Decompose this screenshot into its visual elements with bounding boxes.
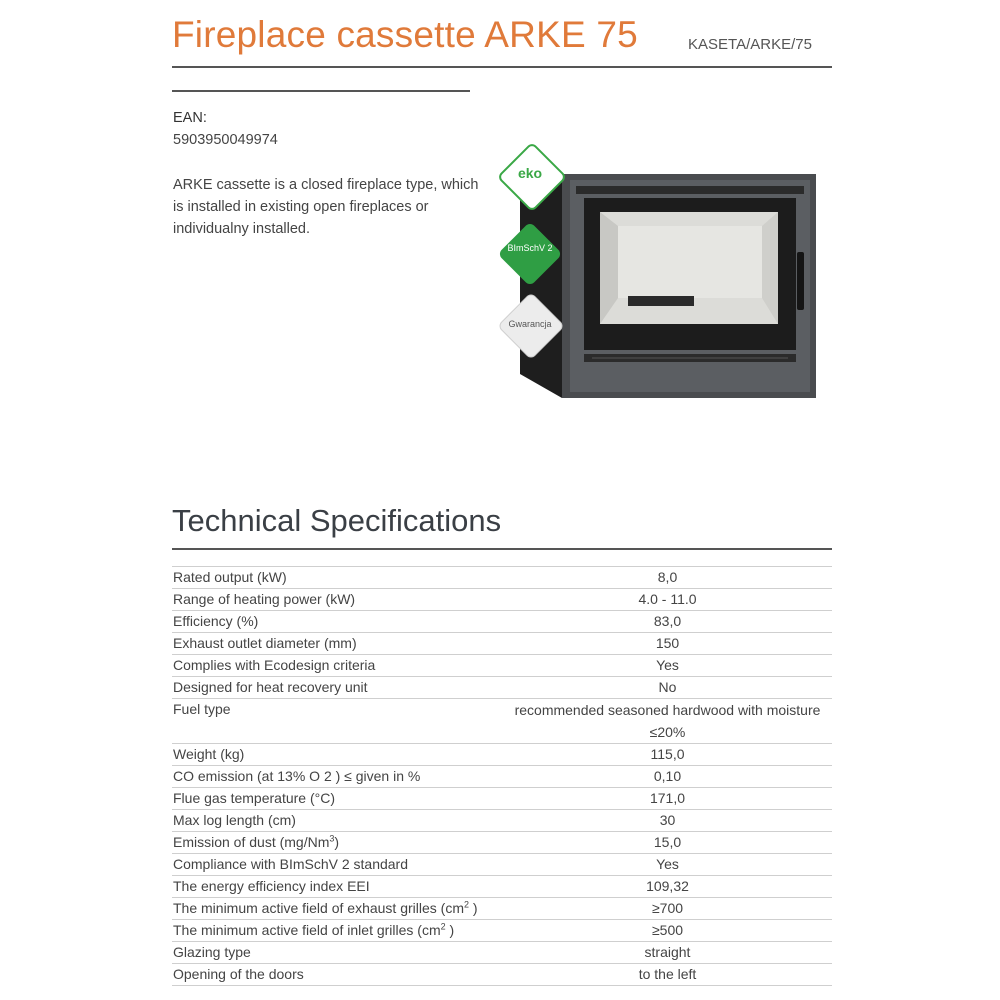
spec-value: Yes: [503, 854, 832, 876]
spec-value: 4.0 - 11.0: [503, 589, 832, 611]
product-description: ARKE cassette is a closed fireplace type, which is installed in existing open fireplaces or individualny installed.: [173, 177, 479, 237]
spec-label: CO emission (at 13% O 2 ) ≤ given in %: [172, 766, 503, 788]
spec-label: The minimum active field of inlet grilles ($cm^2$ ): [172, 920, 503, 942]
table-row: [172, 677, 832, 699]
spec-label: Efficiency (%): [172, 611, 503, 633]
table-row: [172, 810, 832, 832]
table-row: [172, 633, 832, 655]
spec-value: to the left: [503, 964, 832, 986]
spec-value: ≥500: [503, 920, 832, 942]
table-row: [172, 788, 832, 810]
specs-divider: [172, 548, 832, 550]
table-row: [172, 699, 832, 744]
spec-label: Range of heating power (kW): [172, 589, 503, 611]
spec-label: Complies with Ecodesign criteria: [172, 655, 503, 677]
spec-value: ≥700: [503, 898, 832, 920]
spec-value: No: [503, 677, 832, 699]
eko-badge-label: eko: [517, 165, 543, 181]
ean-value: 5903950049974: [173, 132, 278, 148]
spec-value: 171,0: [503, 788, 832, 810]
blmschv-badge-label: BImSchV 2: [507, 243, 553, 253]
spec-label: Weight (kg): [172, 744, 503, 766]
table-row: [172, 589, 832, 611]
spec-value: 115,0: [503, 744, 832, 766]
ean-label: EAN:: [173, 110, 207, 126]
spec-value: 83,0: [503, 611, 832, 633]
table-row: [172, 876, 832, 898]
spec-label: Compliance with BImSchV 2 standard: [172, 854, 503, 876]
table-row: [172, 832, 832, 854]
spec-value: 15,0: [503, 832, 832, 854]
spec-label: The minimum active field of exhaust grilles ($cm^2$ ): [172, 898, 503, 920]
spec-label: Rated output (kW): [172, 567, 503, 589]
gwarancja-badge-label: Gwarancja: [508, 319, 552, 329]
spec-label: Max log length (cm): [172, 810, 503, 832]
spec-value: 109,32: [503, 876, 832, 898]
spec-value: 8,0: [503, 567, 832, 589]
spec-label: Fuel type: [172, 699, 503, 744]
table-row: [172, 766, 832, 788]
spec-label: The energy efficiency index EEI: [172, 876, 503, 898]
spec-value: Yes: [503, 655, 832, 677]
header-divider: [172, 66, 832, 68]
spec-value: recommended seasoned hardwood with moisture ≤20%: [503, 699, 832, 744]
table-row: [172, 964, 832, 986]
product-code: KASETA/ARKE/75: [688, 36, 812, 53]
table-row: [172, 655, 832, 677]
spec-label: Designed for heat recovery unit: [172, 677, 503, 699]
specs-table: [172, 566, 832, 986]
table-row: [172, 920, 832, 942]
spec-label: Opening of the doors: [172, 964, 503, 986]
table-row: [172, 942, 832, 964]
door-handle: [797, 252, 804, 310]
table-row: [172, 611, 832, 633]
product-image: [500, 140, 830, 410]
spec-label: Emission of dust (mg/Nm$^3$): [172, 832, 503, 854]
spec-label: Flue gas temperature (°C): [172, 788, 503, 810]
table-row: [172, 567, 832, 589]
table-row: [172, 854, 832, 876]
spec-value: 150: [503, 633, 832, 655]
page-title: Fireplace cassette ARKE 75: [172, 14, 638, 55]
spec-value: 0,10: [503, 766, 832, 788]
info-divider: [172, 90, 470, 92]
specs-title: Technical Specifications: [172, 503, 502, 538]
spec-value: straight: [503, 942, 832, 964]
spec-value: 30: [503, 810, 832, 832]
spec-label: Glazing type: [172, 942, 503, 964]
spec-label: Exhaust outlet diameter (mm): [172, 633, 503, 655]
table-row: [172, 744, 832, 766]
table-row: [172, 898, 832, 920]
